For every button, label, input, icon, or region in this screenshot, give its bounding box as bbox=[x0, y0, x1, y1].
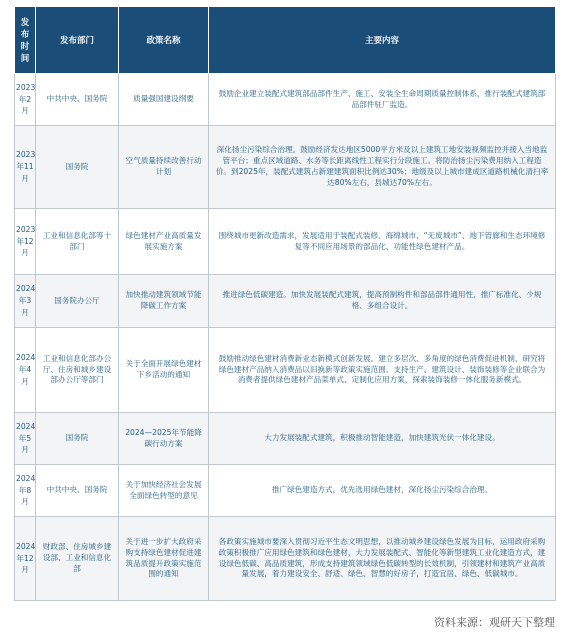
row-content: 大力发展装配式建筑，积极推动智能建造，加快建筑光伏一体化建设。 bbox=[209, 413, 556, 465]
row-dept: 中共中央、国务院 bbox=[36, 74, 119, 126]
header-policy: 政策名称 bbox=[119, 7, 209, 74]
header-dept: 发布部门 bbox=[36, 7, 119, 74]
row-content: 鼓励推动绿色建材消费新业态新模式创新发展。建立多层次、多角度的绿色消费促进机制，研究将绿色建材产品纳入消费品以旧换新等政策实施范围。支持生产、建筑设计、装饰装修等企业联合为消费者提供绿色建材产品菜单式、定制化应用方案，探索装饰装修一体化服务新模式。 bbox=[209, 328, 556, 413]
table-row bbox=[15, 413, 556, 465]
row-content: 鼓励企业建立装配式建筑部品部件生产、施工、安装全生命周期质量控制体系，推行装配式建筑部品部件驻厂监造。 bbox=[209, 74, 556, 126]
row-policy: 空气质量持续改善行动计划 bbox=[119, 126, 209, 209]
table-row bbox=[15, 328, 556, 413]
row-date: 2024年4月 bbox=[15, 328, 36, 413]
policy-table bbox=[14, 6, 556, 601]
header-date: 发布时间 bbox=[15, 7, 36, 74]
row-policy: 绿色建材产业高质量发展实施方案 bbox=[119, 209, 209, 275]
row-policy: 2024—2025年节能降碳行动方案 bbox=[119, 413, 209, 465]
row-date: 2024年3月 bbox=[15, 275, 36, 328]
table-row bbox=[15, 126, 556, 209]
table-row bbox=[15, 275, 556, 328]
row-policy: 关于进一步扩大政府采购支持绿色建材促进建筑品质提升政策实施范围的通知 bbox=[119, 517, 209, 601]
row-content: 深化扬尘污染综合治理。鼓励经济发达地区5000平方米及以上建筑工地安装视频监控并接入当地监管平台；重点区域道路、水务等长距离线性工程实行分段施工。将防治扬尘污染费用纳入工程造价。到2025年，装配式建筑占新建建筑面积比例达30%；地级及以上城市建成区道路机械化清扫率达80%左右，县城达70%左右。 bbox=[209, 126, 556, 209]
header-content: 主要内容 bbox=[209, 7, 556, 74]
row-policy: 关于全面开展绿色建材下乡活动的通知 bbox=[119, 328, 209, 413]
row-date: 2024年8月 bbox=[15, 465, 36, 517]
row-dept: 工业和信息化部等十部门 bbox=[36, 209, 119, 275]
row-date: 2024年12月 bbox=[15, 517, 36, 601]
table-row bbox=[15, 517, 556, 601]
row-dept: 中共中央、国务院 bbox=[36, 465, 119, 517]
row-date: 2023年2月 bbox=[15, 74, 36, 126]
row-content: 围绕城市更新改造需求，发展适用于装配式装修、海绵城市、“无废城市”、地下管廊和生态环境修复等不同应用场景的部品化、功能性绿色建材产品。 bbox=[209, 209, 556, 275]
row-date: 2024年5月 bbox=[15, 413, 36, 465]
row-dept: 国务院 bbox=[36, 126, 119, 209]
row-date: 2023年11月 bbox=[15, 126, 36, 209]
source-note: 资料来源：观研天下整理 bbox=[434, 616, 555, 629]
table-row bbox=[15, 209, 556, 275]
row-dept: 工业和信息化部办公厅、住房和城乡建设部办公厅等部门 bbox=[36, 328, 119, 413]
row-policy: 加快推动建筑领域节能降碳工作方案 bbox=[119, 275, 209, 328]
row-dept: 财政部、住房城乡建设部、工业和信息化部 bbox=[36, 517, 119, 601]
row-dept: 国务院 bbox=[36, 413, 119, 465]
row-policy: 质量强国建设纲要 bbox=[119, 74, 209, 126]
table-row bbox=[15, 465, 556, 517]
row-dept: 国务院办公厅 bbox=[36, 275, 119, 328]
table-header-row bbox=[15, 7, 556, 74]
row-content: 推进绿色低碳建造。加快发展装配式建筑，提高预制构件和部品部件通用性，推广标准化、少规格、多组合设计。 bbox=[209, 275, 556, 328]
row-policy: 关于加快经济社会发展全面绿色转型的意见 bbox=[119, 465, 209, 517]
row-content: 推广绿色建造方式，优先选用绿色建材，深化扬尘污染综合治理。 bbox=[209, 465, 556, 517]
row-date: 2023年12月 bbox=[15, 209, 36, 275]
table-row bbox=[15, 74, 556, 126]
row-content: 各政策实施城市要深入贯彻习近平生态文明思想，以推动城乡建设绿色发展为目标，运用政府采购政策积极推广应用绿色建筑和绿色建材，大力发展装配式、智能化等新型建筑工业化建造方式，建设绿色低碳、高品质建筑，形成支持建筑领域绿色低碳转型的长效机制，引领建材和建筑产业高质量发展，着力建设安全、舒适、绿色、智慧的好房子，打造宜居、绿色、低碳城市。 bbox=[209, 517, 556, 601]
